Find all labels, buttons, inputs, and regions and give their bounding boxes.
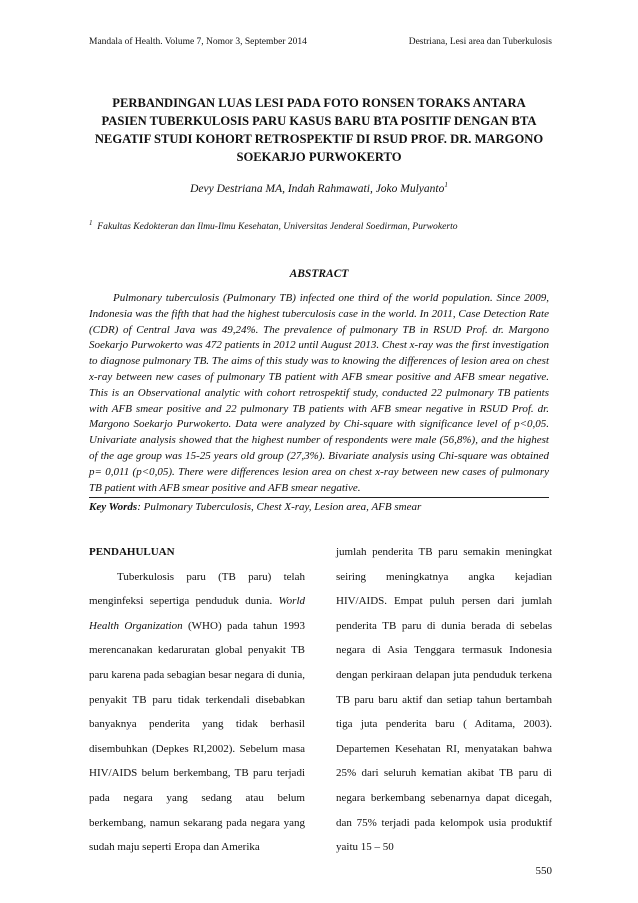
- abstract-text: Pulmonary tuberculosis (Pulmonary TB) infected one third of the world population. Since 2009, Indonesia was the fifth that had the highest tuberculosis case in the world. In 2011, Case Detection Rate (CDR) of Central Java was 49,24%. The prevalence of pulmonary TB in RSUD Prof. dr. Margono Soekarjo Purwokerto was 472 patients in 2012 until August 2013. Chest x-ray was the first investigation to diagnose pulmonary TB. The aims of this study was to knowing the differences of lesion area on chest x-ray between new cases of pulmonary TB patient with AFB smear positive and AFB smear negative. This is an Observational analytic with cohort retrospektif study, conducted 22 pulmonary TB patients with AFB smear positive and 22 pulmonary TB patients with AFB smear negative in RSUD Prof. dr. Margono Soekarjo Purwokerto. Data were analyzed by Chi-square with significance level of p<0,05. Univariate analysis showed that the highest number of respondents were male (56,8%), and the highest of the age group was 15-25 years old group (27,3%). Bivariate analysis using Chi-square was obtained p= 0,011 (p<0,05). There were differences lesion area on chest x-ray between new cases of pulmonary TB patient with AFB smear positive and AFB smear negative.: [89, 292, 549, 494]
- abstract-divider: [89, 497, 549, 498]
- paper-title: PERBANDINGAN LUAS LESI PADA FOTO RONSEN TORAKS ANTARA PASIEN TUBERKULOSIS PARU KASUS BARU BTA POSITIF DENGAN BTA NEGATIF STUDI KOHORT RETROSPEKTIF DI RSUD PROF. DR. MARGONO SOEKARJO PURWOKERTO: [94, 96, 544, 164]
- author-affiliation-marker: 1: [444, 181, 448, 189]
- running-header-authors: Destriana, Lesi area dan Tuberkulosis: [408, 37, 552, 47]
- body-paragraph-left: [89, 565, 305, 860]
- affiliation: [89, 219, 559, 232]
- affiliation-text: Fakultas Kedokteran dan Ilmu-Ilmu Kesehatan, Universitas Jenderal Soedirman, Purwokerto: [97, 221, 458, 233]
- body-paragraph-right: jumlah penderita TB paru semakin meningkat seiring meningkatnya angka kejadian HIV/AIDS. Empat puluh persen dari jumlah penderita TB paru di dunia berada di sebelas negara di Asia Tenggara termasuk Indonesia dengan perkiraan delapan juta penduduk terkena TB paru baru aktif dan setiap tahun bertambah tiga juta penderita baru ( Aditama, 2003). Departemen Kesehatan RI, menyatakan bahwa 25% dari seluruh kematian akibat TB paru di negara berkembang sebenarnya dapat dicegah, dan 75% terjadi pada kelompok usia produktif yaitu 15 – 50: [336, 546, 552, 854]
- body-paragraph-left-part-2: (WHO) pada tahun 1993 merencanakan kedaruratan global penyakit TB paru karena pada sebagian besar negara di dunia, penyakit TB paru tidak terkendali disebabkan banyaknya penderita yang tidak berhasil disembuhkan (Depkes RI,2002). Sebelum masa HIV/AIDS belum berkembang, TB paru terjadi pada negara yang sedang atau belum berkembang, namun sekarang pada negara yang sudah maju seperti Eropa dan Amerika: [89, 619, 305, 854]
- keywords-text: : Pulmonary Tuberculosis, Chest X-ray, Lesion area, AFB smear: [137, 501, 422, 513]
- abstract-body: [89, 291, 549, 496]
- section-heading: PENDAHULUAN: [89, 546, 175, 558]
- affiliation-marker: 1: [89, 219, 93, 227]
- who-name: World Health Organization: [89, 595, 306, 632]
- body-paragraph-left-part-1: Tuberkulosis paru (TB paru) telah menginfeksi sepertiga penduduk dunia.: [89, 570, 305, 608]
- body-column-left: [89, 540, 305, 860]
- author-line: [89, 181, 549, 195]
- keywords: [89, 501, 559, 513]
- abstract-heading: ABSTRACT: [289, 268, 349, 280]
- author-names: Devy Destriana MA, Indah Rahmawati, Joko Mulyanto: [190, 182, 445, 195]
- running-header-journal: Mandala of Health. Volume 7, Nomor 3, September 2014: [89, 37, 307, 47]
- body-column-right: [336, 540, 552, 860]
- page-number: 550: [535, 865, 552, 877]
- keywords-label: Key Words: [89, 501, 138, 513]
